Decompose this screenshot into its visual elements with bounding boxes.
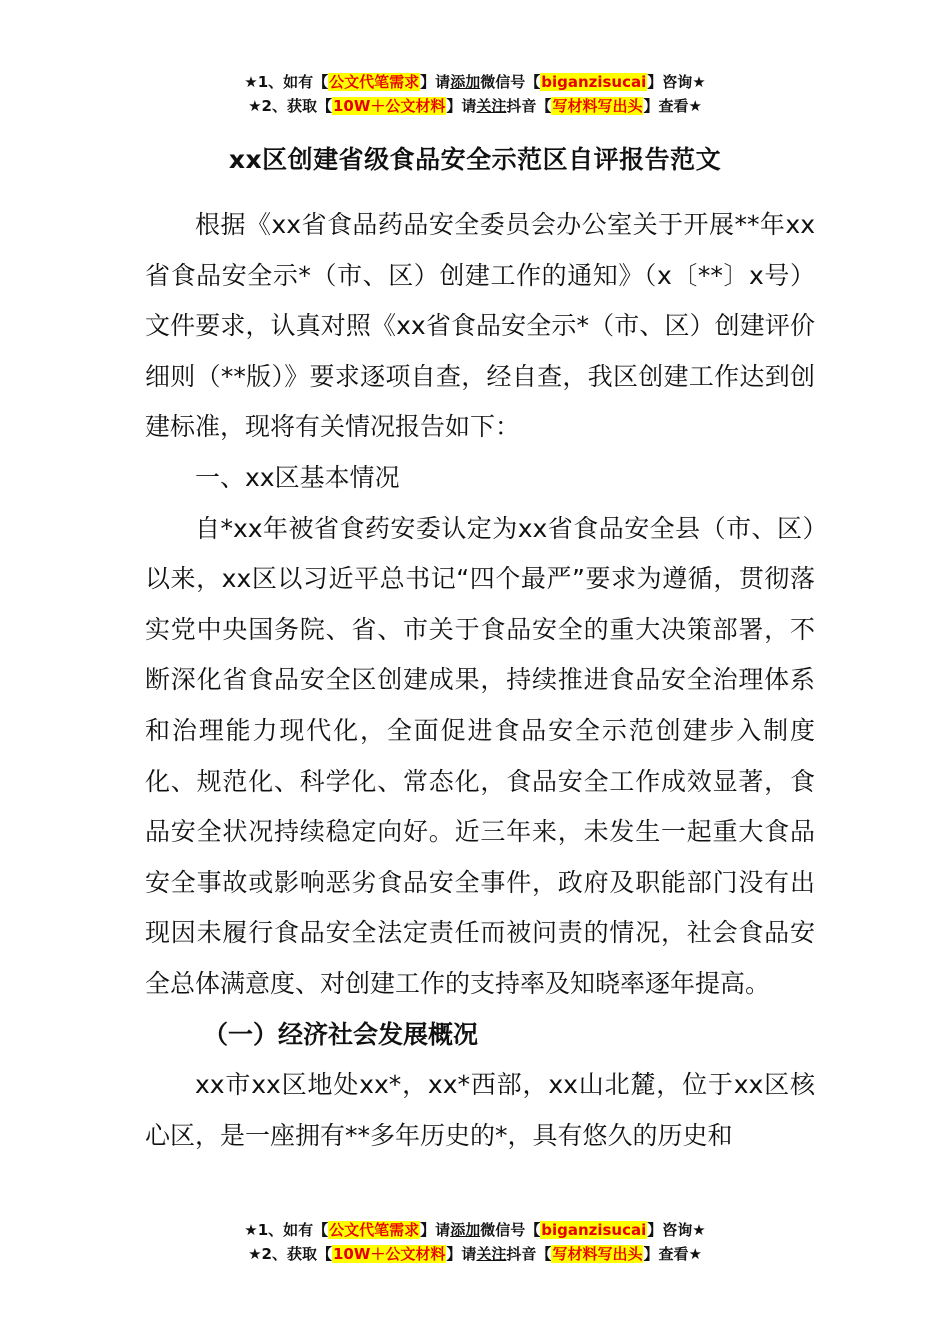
paragraph-basic-situation: 自*xx年被省食药安委认定为xx省食品安全县（市、区）以来，xx区以习近平总书记“四个最严”要求为遵循，贯彻落实党中央国务院、省、市关于食品安全的重大决策部署，不断深化省食品安全区创建成果，持续推进食品安全治理体系和治理能力现代化，全面促进食品安全示范创建步入制度化、规范化、科学化、常态化，食品安全工作成效显著，食品安全状况持续稳定向好。近三年来，未发生一起重大食品安全事故或影响恶劣食品安全事件，政府及职能部门没有出现因未履行食品安全法定责任而被问责的情况，社会食品安全总体满意度、对创建工作的支持率及知晓率逐年提高。 [145, 513, 815, 998]
notice-text: ★2、获取【 [248, 1245, 332, 1263]
document-body [145, 200, 815, 1161]
notice-underlined: 关注 [476, 97, 507, 115]
notice-text: ★1、如有【 [244, 1221, 329, 1239]
paragraph-intro: 根据《xx省食品药品安全委员会办公室关于开展**年xx省食品安全示*（市、区）创建工作的通知》（x〔**〕x号）文件要求，认真对照《xx省食品安全示*（市、区）创建评价细则（**版）》要求逐项自查，经自查，我区创建工作达到创建标准，现将有关情况报告如下： [145, 210, 815, 442]
notice-text: 】请 [420, 1221, 451, 1239]
notice-text: ★1、如有【 [244, 73, 329, 91]
bottom-notice-line-2 [0, 1242, 950, 1266]
top-notice-line-1 [0, 70, 950, 94]
notice-highlight-douyin: 写材料写出头 [552, 97, 643, 115]
top-notice [0, 70, 950, 118]
section-heading-1: 一、xx区基本情况 [195, 462, 400, 492]
notice-highlight: 10W＋公文材料 [332, 1245, 446, 1263]
notice-underlined: 添加 [450, 1221, 481, 1239]
notice-highlight: 公文代笔需求 [329, 1221, 420, 1239]
document-title: xx区创建省级食品安全示范区自评报告范文 [228, 145, 722, 174]
notice-text: 抖音【 [506, 1245, 552, 1263]
bottom-notice-line-1 [0, 1218, 950, 1242]
notice-text: 】请 [420, 73, 451, 91]
notice-text: 】咨询★ [647, 73, 706, 91]
notice-text: 微信号【 [480, 73, 541, 91]
notice-text: 微信号【 [480, 1221, 541, 1239]
notice-highlight-douyin: 写材料写出头 [552, 1245, 643, 1263]
bottom-notice [0, 1218, 950, 1266]
notice-text: 抖音【 [506, 97, 552, 115]
notice-highlight: 10W＋公文材料 [332, 97, 446, 115]
notice-highlight: 公文代笔需求 [329, 73, 420, 91]
notice-text: 】请 [446, 97, 477, 115]
notice-text: 】咨询★ [647, 1221, 706, 1239]
notice-text: 】查看★ [643, 1245, 702, 1263]
notice-underlined: 关注 [476, 1245, 507, 1263]
notice-text: ★2、获取【 [248, 97, 332, 115]
notice-underlined: 添加 [450, 73, 481, 91]
subsection-heading-1: （一）经济社会发展概况 [203, 1019, 479, 1049]
notice-highlight-wechat-id: biganzisucai [541, 1221, 647, 1239]
top-notice-line-2 [0, 94, 950, 118]
notice-highlight-wechat-id: biganzisucai [541, 73, 647, 91]
notice-text: 】请 [446, 1245, 477, 1263]
paragraph-economy: xx市xx区地处xx*，xx*西部，xx山北麓，位于xx区核心区，是一座拥有**多年历史的*，具有悠久的历史和 [145, 1070, 815, 1150]
notice-text: 】查看★ [643, 97, 702, 115]
